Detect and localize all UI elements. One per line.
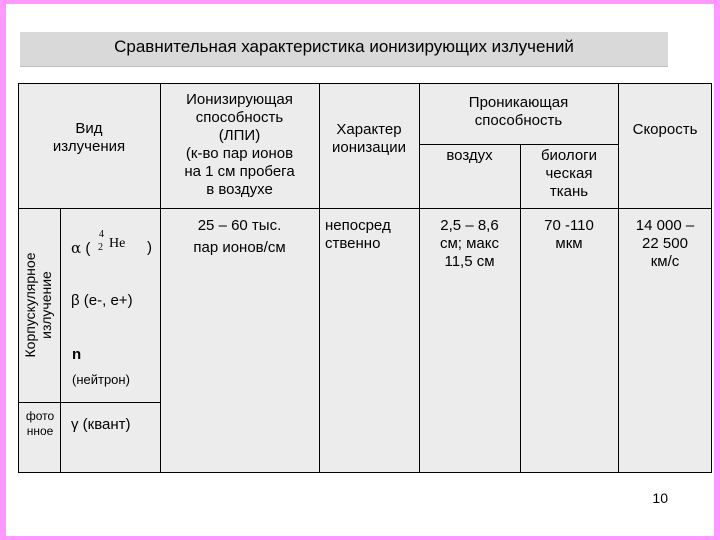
header-lpi: Ионизирующая способность (ЛПИ) (к-во пар ионов на 1 см пробега в воздухе	[184, 91, 295, 198]
title-bar	[20, 32, 668, 67]
table-border-bottom	[18, 472, 712, 473]
alpha-lpi: 25 – 60 тыс. пар ионов/см	[193, 217, 286, 256]
header-vid: Вид излучения	[52, 120, 126, 155]
neutron-sub: (нейтрон)	[72, 372, 130, 387]
group-photon: фото нное	[25, 409, 55, 438]
neutron-label: n	[72, 346, 82, 363]
page-number: 10	[652, 490, 668, 506]
gamma-label: γ (квант)	[71, 416, 131, 433]
col-line-3	[419, 83, 420, 473]
header-divider	[18, 208, 712, 209]
header-penetrating: Проникающая способность	[468, 94, 569, 129]
he-symbol: He	[109, 236, 126, 251]
table-border-right	[711, 83, 712, 473]
header-air: воздух	[446, 147, 493, 164]
alpha-speed: 14 000 – 22 500 км/с	[635, 217, 695, 270]
beta-label: β (е-, е+)	[71, 292, 133, 309]
alpha-symbol: α	[71, 239, 82, 257]
group-corpuscular: Корпускулярное излучение	[22, 252, 54, 358]
he-mass-number: 4	[99, 229, 104, 240]
alpha-air: 2,5 – 8,6 см; макс 11,5 см	[439, 217, 500, 270]
subheader-divider	[419, 144, 618, 145]
group-column-line	[60, 208, 61, 472]
header-speed: Скорость	[632, 121, 698, 138]
table-border-top	[18, 83, 712, 84]
slide-title: Сравнительная характеристика ионизирующих излучений	[114, 37, 574, 56]
alpha-tissue: 70 -110 мкм	[544, 217, 594, 252]
header-character: Характер ионизации	[332, 121, 406, 156]
alpha-label: α ( 4 2 He )	[71, 239, 159, 263]
alpha-character: непосред ственно	[325, 217, 391, 252]
he-charge-number: 2	[98, 242, 103, 253]
comparison-table	[18, 83, 712, 473]
slide	[6, 4, 714, 536]
header-tissue: биологи ческая ткань	[540, 147, 598, 200]
col-line-5	[618, 83, 619, 473]
